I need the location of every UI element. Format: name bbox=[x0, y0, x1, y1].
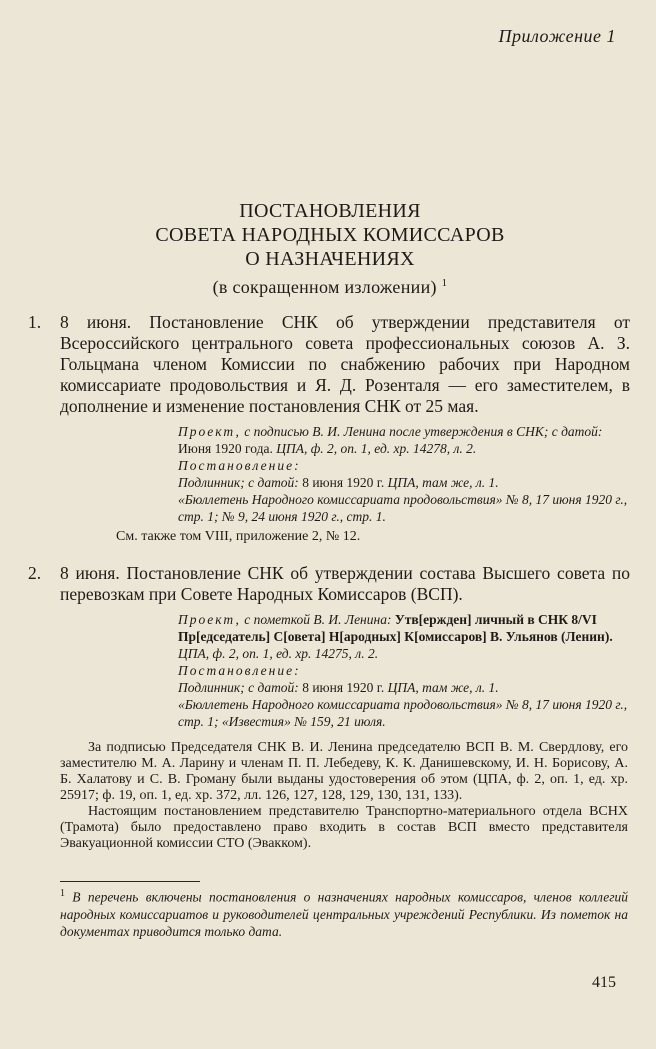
title-footnote-mark: 1 bbox=[441, 277, 448, 289]
title-line-2: СОВЕТА НАРОДНЫХ КОМИССАРОВ bbox=[155, 224, 505, 246]
entry-source: Проект, с подписью В. И. Ленина после утверждения в СНК; с датой: Июня 1920 года. ЦПА, ф. 2, оп. 1, ед. хр. 14278, л. 2. Постановление: Подлинник; с датой: 8 июня 1920 г. ЦПА, там же, л. 1. «Бюллетень Народного комиссариата продовольствия» № 8, 17 июня 1920 г., стр. 1; № 9, 24 июня 1920 г., стр. 1. bbox=[178, 424, 628, 524]
entry-number: 1. bbox=[28, 312, 42, 332]
commentary-paragraph-1: За подписью Председателя СНК В. И. Ленина председателю ВСП В. М. Свердлову, его заместителю М. А. Ларину и членам П. П. Лебедеву, К. К. Данишевскому, И. Н. Борисову, А. Б. Халатову и С. В. Громану были выданы удостоверения об этом (ЦПА, ф. 2, оп. 1, ед. хр. 25917; ф. 19, оп. 1, ед. хр. 372, лл. 126, 127, 128, 129, 130, 131, 133). bbox=[60, 740, 628, 803]
entry-text: 8 июня. Постановление СНК об утверждении представителя от Всероссийского центрального совета профессиональных союзов А. З. Гольцмана членом Комиссии по снабжению рабочих при Народном комиссариате продовольствия и Я. Д. Розенталя — его заместителем, в дополнение и изменение постановления СНК от 25 мая. bbox=[60, 312, 630, 416]
commentary-paragraph-2: Настоящим постановлением представителю Транспортно-материального отдела ВСНХ (Трамота) было предоставлено право входить в состав ВСП вместо представителя Эвакуационной комиссии СТО (Эвакком). bbox=[60, 804, 628, 851]
title-subtitle: (в сокращенном изложении) $^1$ bbox=[212, 277, 448, 297]
footnote-text: В перечень включены постановления о назначениях народных комиссаров, членов коллегий народных комиссариатов и руководителей центральных учреждений Республики. Из пометок на документах приводится только дата. bbox=[60, 889, 628, 939]
commentary bbox=[60, 740, 628, 852]
footnote bbox=[60, 885, 628, 940]
entry-2 bbox=[28, 563, 630, 730]
entry-text: 8 июня. Постановление СНК об утверждении состава Высшего совета по перевозкам при Совете Народных Комиссаров (ВСП). bbox=[60, 563, 630, 604]
footnote-divider bbox=[60, 881, 200, 882]
entry-1 bbox=[28, 312, 630, 545]
title-line-1: ПОСТАНОВЛЕНИЯ bbox=[239, 200, 421, 222]
footnote-mark: 1 bbox=[60, 888, 65, 899]
title-line-3: О НАЗНАЧЕНИЯХ bbox=[245, 248, 415, 270]
section-title bbox=[60, 199, 600, 299]
see-also-note: См. также том VIII, приложение 2, № 12. bbox=[116, 529, 361, 544]
running-head: Приложение 1 bbox=[498, 26, 616, 46]
page-number: 415 bbox=[592, 974, 616, 991]
entry-source: Проект, с пометкой В. И. Ленина: Утв[ержден] личный в СНК 8/VI Пр[едседатель] С[овета] Н[ародных] К[омиссаров] В. Ульянов (Ленин). ЦПА, ф. 2, оп. 1, ед. хр. 14275, л. 2. Постановление: Подлинник; с датой: 8 июня 1920 г. ЦПА, там же, л. 1. «Бюллетень Народного комиссариата продовольствия» № 8, 17 июня 1920 г., стр. 1; «Известия» № 159, 21 июля. bbox=[178, 612, 628, 729]
entry-number: 2. bbox=[28, 563, 42, 583]
